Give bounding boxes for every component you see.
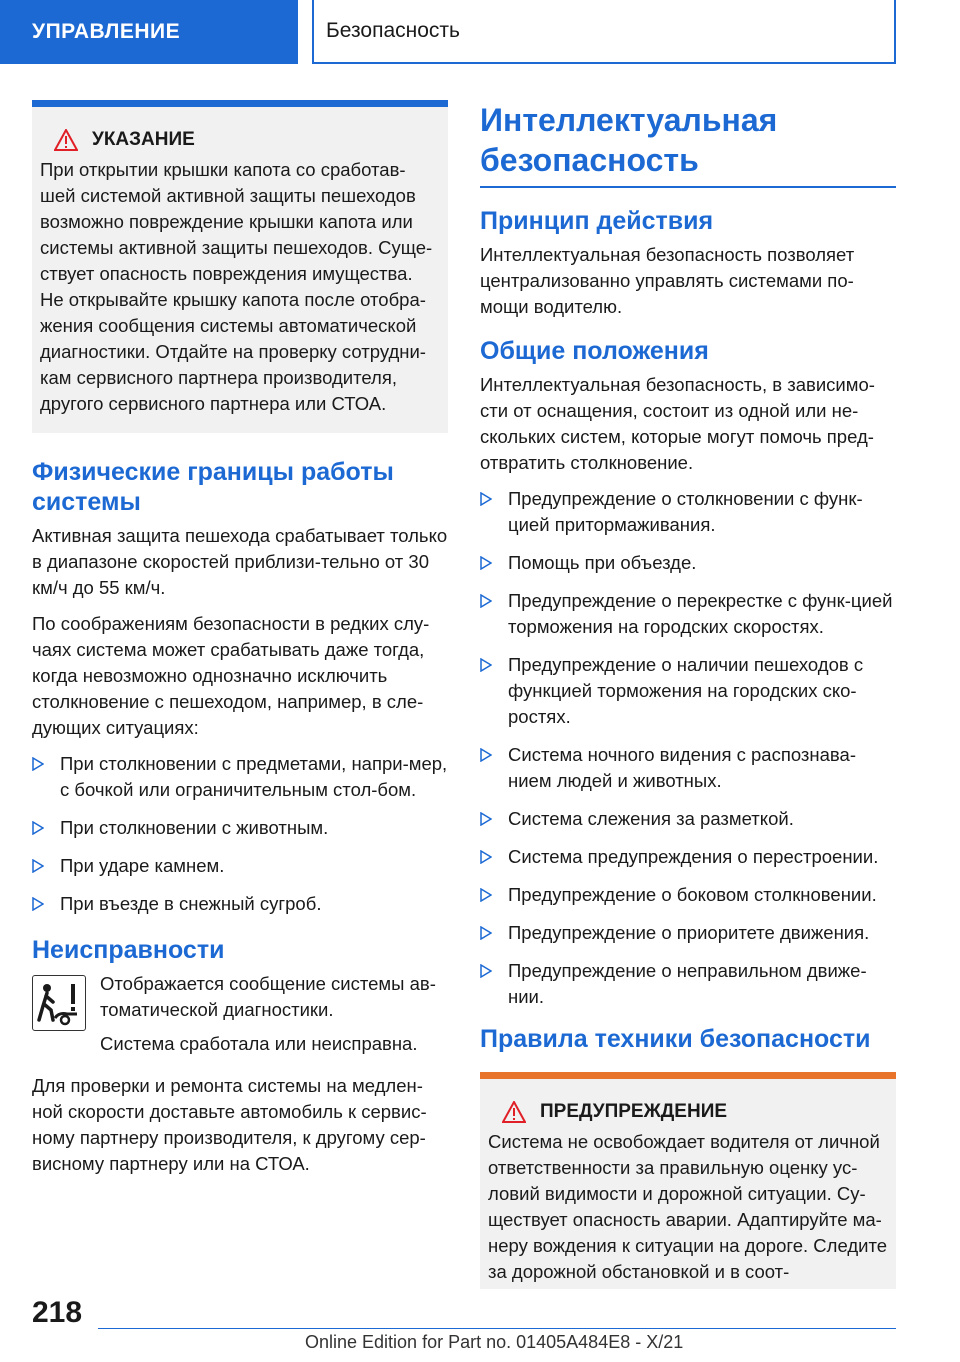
rules-heading: Правила техники безопасности: [480, 1025, 871, 1053]
footer-divider: [98, 1328, 896, 1329]
list-item: Предупреждение о наличии пешеходов с функцией торможения на городских ско-ростях.: [480, 652, 896, 730]
warning-triangle-icon: [502, 1101, 526, 1123]
list-item: Предупреждение о перекрестке с функ-цией торможения на городских скоростях.: [480, 588, 896, 640]
list-item: При ударе камнем.: [32, 853, 448, 879]
bullet-triangle-icon: [32, 757, 44, 771]
notice-box: [32, 100, 448, 433]
systems-list: [480, 486, 896, 1010]
bullet-triangle-icon: [32, 821, 44, 835]
limits-paragraph-1: Активная защита пешехода срабатывает только в диапазоне скоростей приблизи-тельно от 30 км/ч до 55 км/ч.: [32, 525, 448, 598]
list-item: При столкновении с животным.: [32, 815, 448, 841]
section-title: Интеллектуальная безопасность: [480, 102, 778, 178]
list-item: Предупреждение о столкновении с функ-цией притормаживания.: [480, 486, 896, 538]
pedestrian-protection-fault-icon: [32, 975, 86, 1031]
principle-heading: Принцип действия: [480, 207, 714, 235]
bullet-triangle-icon: [32, 859, 44, 873]
list-item: Предупреждение о приоритете движения.: [480, 920, 896, 946]
fault-line-2: Система сработала или неисправна.: [100, 1033, 418, 1054]
limits-heading: Физические границы работы системы: [32, 458, 394, 516]
header-chapter: Безопасность: [312, 0, 896, 64]
warning-title: ПРЕДУПРЕЖДЕНИЕ: [540, 1101, 728, 1122]
faults-heading: Неисправности: [32, 936, 225, 964]
warning-text: Система не освобождает водителя от личной ответственности за правильную оценку ус-ловий видимости и дорожной ситуации. Су-ществует опасность аварии. Адаптируйте ма-неру вождения к ситуации на дороге. Следите за дорожной обстановкой и в соот-: [488, 1131, 888, 1282]
warning-triangle-icon: [54, 129, 78, 151]
bullet-triangle-icon: [480, 748, 492, 762]
list-item: Система предупреждения о перестроении.: [480, 844, 896, 870]
list-item: Предупреждение о неправильном движе-нии.: [480, 958, 896, 1010]
list-item: Помощь при объезде.: [480, 550, 896, 576]
notice-text: При открытии крышки капота со сработав-шей системой активной защиты пешеходов возможно повреждение крышки капота или системы активной защиты пешеходов. Суще-ствует опасность повреждения имущества. Не открывайте крышку капота после отобра-жения сообщения системы автоматической диагностики. Отдайте на проверку сотрудни-кам сервисного партнера производителя, другого сервисного партнера или СТОА.: [40, 159, 433, 414]
page-number: 218: [32, 1296, 83, 1329]
left-column: [32, 100, 448, 1187]
faults-paragraph: Для проверки и ремонта системы на медлен-ной скорости доставьте автомобиль к сервис-ному партнеру производителя, к другому сер-висному партнеру или на СТОА.: [32, 1075, 427, 1174]
general-paragraph: Интеллектуальная безопасность, в зависимо-сти от оснащения, состоит из одной или не-скольких систем, которые могут помочь пред-отвратить столкновение.: [480, 374, 875, 473]
bullet-triangle-icon: [480, 888, 492, 902]
list-item: Система слежения за разметкой.: [480, 806, 896, 832]
notice-header: [40, 129, 440, 151]
notice-title: УКАЗАНИЕ: [92, 129, 195, 150]
fault-message: [32, 971, 448, 1065]
bullet-triangle-icon: [480, 812, 492, 826]
bullet-triangle-icon: [480, 926, 492, 940]
limits-paragraph-2: По соображениям безопасности в редких слу-чаях система может срабатывать даже тогда, когда невозможно однозначно исключить столкновение с пешеходом, например, в сле-дующих ситуациях:: [32, 613, 430, 738]
principle-paragraph: Интеллектуальная безопасность позволяет централизованно управлять системами по-мощи водителю.: [480, 244, 855, 317]
right-column: [480, 100, 896, 1313]
bullet-triangle-icon: [480, 594, 492, 608]
bullet-triangle-icon: [32, 897, 44, 911]
warning-header: [488, 1101, 888, 1123]
edition-text: Online Edition for Part no. 01405A484E8 - X/21: [305, 1332, 684, 1352]
section-title-block: [480, 100, 896, 188]
bullet-triangle-icon: [480, 492, 492, 506]
general-heading: Общие положения: [480, 337, 709, 365]
warning-box: [480, 1072, 896, 1289]
header-section: УПРАВЛЕНИЕ: [0, 0, 298, 64]
bullet-triangle-icon: [480, 850, 492, 864]
bullet-triangle-icon: [480, 556, 492, 570]
fault-text: [100, 971, 448, 1065]
list-item: Предупреждение о боковом столкновении.: [480, 882, 896, 908]
limits-list: [32, 751, 448, 917]
list-item: При столкновении с предметами, напри-мер, с бочкой или ограничительным стол-бом.: [32, 751, 448, 803]
bullet-triangle-icon: [480, 658, 492, 672]
bullet-triangle-icon: [480, 964, 492, 978]
fault-line-1: Отображается сообщение системы ав-томатической диагностики.: [100, 973, 436, 1020]
list-item: Система ночного видения с распознава-нием людей и животных.: [480, 742, 896, 794]
list-item: При въезде в снежный сугроб.: [32, 891, 448, 917]
